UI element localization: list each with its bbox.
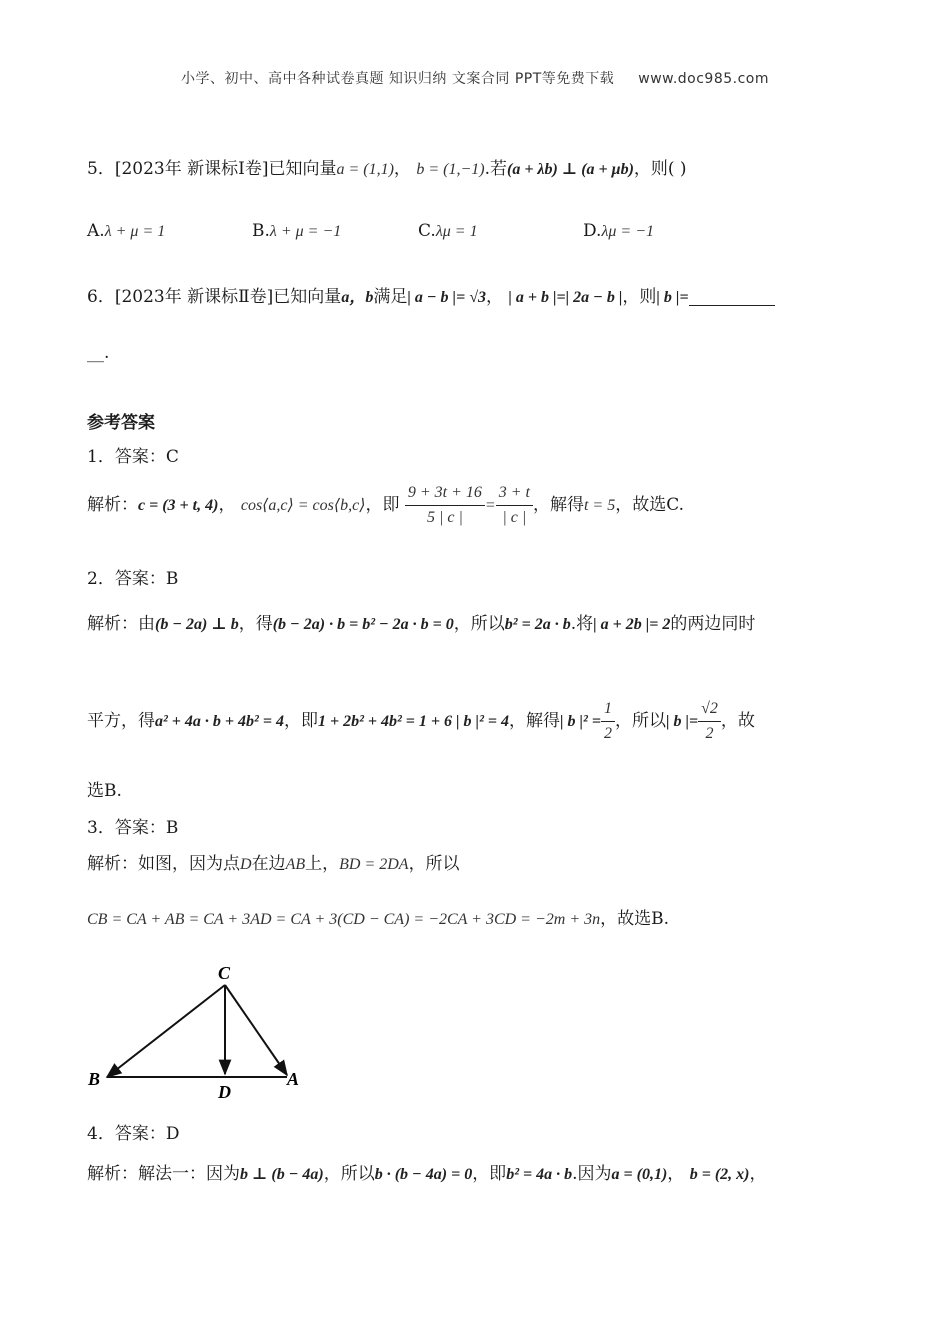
- sol1-fraction-right: [496, 481, 533, 530]
- option-expr: λ + μ = 1: [104, 223, 166, 240]
- answer-2: 2．答案：B: [87, 569, 179, 589]
- fraction-denominator: 2: [603, 725, 612, 742]
- fraction-numerator: √2: [698, 697, 721, 722]
- q5-condition: (a + λb) ⊥ (a + μb): [506, 161, 634, 178]
- sol4-ji: ，即: [472, 1164, 507, 1184]
- sol1-solve: ，解得: [532, 495, 584, 515]
- q6-prefix: 6．[2023年 新课标Ⅱ卷]已知向量: [87, 287, 342, 307]
- label-b: B: [88, 1069, 101, 1089]
- sol1-fraction-left: [405, 481, 485, 530]
- sol4-yinwei: .因为: [572, 1164, 612, 1184]
- sol2-expr-1: (b − 2a) ⊥ b: [155, 616, 239, 633]
- q5-option-a: [87, 218, 165, 245]
- sol2-ji: ，即: [283, 711, 318, 731]
- sol4-suoyi: ，所以: [323, 1164, 375, 1184]
- q6-mid: 满足: [373, 287, 408, 307]
- sol2-line1-tail: 的两边同时: [670, 614, 756, 634]
- sol2-suoyi-2: ，所以: [614, 711, 666, 731]
- sol1-expr-cos: cos⟨a,c⟩ = cos⟨b,c⟩: [240, 497, 366, 514]
- solution-3-line-1: [87, 851, 460, 878]
- sol2-solve: ，解得: [508, 711, 560, 731]
- sol1-sep: ，: [218, 495, 236, 515]
- sol3-suoyi: ，所以: [408, 854, 460, 874]
- q6-continuation: __.: [87, 343, 110, 363]
- q5-option-b: [252, 218, 341, 245]
- fraction-numerator: 3 + t: [496, 481, 533, 506]
- q6-expr-2: | a + b |=| 2a − b |: [508, 289, 623, 306]
- option-expr: λ + μ = −1: [269, 223, 342, 240]
- option-label: B.: [252, 221, 270, 241]
- sol1-equals: =: [484, 497, 496, 514]
- sol2-expr-3: b² = 2a · b: [504, 616, 571, 633]
- label-a: A: [287, 1069, 300, 1089]
- sol2-fraction-half: [601, 697, 615, 746]
- solution-2-line-3: 选B.: [87, 781, 122, 801]
- q5-tail: ，则( ): [633, 159, 687, 179]
- answers-heading: 参考答案: [87, 413, 155, 433]
- sol2-label: 解析：由: [87, 614, 155, 634]
- vector-cb-arrow: [107, 985, 225, 1077]
- question-5: [87, 156, 687, 183]
- option-expr: λμ = −1: [601, 223, 654, 240]
- sol4-label: 解析：解法一：因为: [87, 1164, 240, 1184]
- option-label: D.: [583, 221, 602, 241]
- option-label: C.: [418, 221, 436, 241]
- sol1-choose: ，故选C.: [615, 495, 685, 515]
- sol3-edge-ab: AB: [285, 856, 306, 873]
- sol4-expr-5: b = (2, x): [689, 1166, 750, 1183]
- sol3-expr-1: BD = 2DA: [339, 856, 409, 873]
- question-6: [87, 284, 775, 311]
- sol2-jiang: .将: [570, 614, 594, 634]
- sol4-expr-1: b ⊥ (b − 4a): [240, 1166, 324, 1183]
- header-site-link[interactable]: www.doc985.com: [638, 71, 770, 87]
- sol1-expr-c: c = (3 + t, 4): [138, 497, 219, 514]
- q5-option-d: [583, 218, 654, 245]
- sol4-expr-2: b · (b − 4a) = 0: [374, 1166, 473, 1183]
- q5-if: .若: [484, 159, 507, 179]
- solution-4-line-1: [87, 1161, 766, 1188]
- fraction-denominator: | c |: [502, 509, 527, 526]
- answer-3: 3．答案：B: [87, 818, 179, 838]
- triangle-figure: [80, 955, 320, 1105]
- q5-option-c: [418, 218, 478, 245]
- sol3-label: 解析：如图，因为点: [87, 854, 240, 874]
- sol4-expr-3: b² = 4a · b: [506, 1166, 573, 1183]
- q5-sep: ，: [393, 159, 411, 179]
- sol1-label: 解析：: [87, 495, 138, 515]
- label-c: C: [218, 963, 231, 983]
- solution-3-line-2: [87, 906, 669, 933]
- q6-expr-3: | b |=: [656, 289, 689, 306]
- q6-answer-blank[interactable]: [689, 287, 775, 306]
- sol1-expr-t: t = 5: [583, 497, 616, 514]
- vector-ca-arrow: [225, 985, 287, 1075]
- page-header: [0, 68, 950, 88]
- q5-vector-a: a = (1,1): [336, 161, 394, 178]
- q5-vector-b: b = (1,−1): [416, 161, 485, 178]
- q5-prefix: 5．[2023年 新课标Ⅰ卷]已知向量: [87, 159, 337, 179]
- sol1-ji: ，即: [365, 495, 400, 515]
- sol3-expr-2: CB = CA + AB = CA + 3AD = CA + 3(CD − CA) = −2CA + 3CD = −2m + 3n: [87, 911, 601, 928]
- q6-sep: ，: [485, 287, 503, 307]
- sol2-expr-8: | b |=: [665, 713, 699, 730]
- fraction-denominator: 2: [705, 725, 714, 742]
- fraction-numerator: 9 + 3t + 16: [405, 481, 485, 506]
- sol2-suoyi: ，所以: [453, 614, 505, 634]
- sol3-shang: 上，: [305, 854, 340, 874]
- q6-expr-1: | a − b |= √3: [407, 289, 486, 306]
- fraction-numerator: 1: [601, 697, 615, 722]
- sol2-fraction-sqrt: [698, 697, 721, 746]
- option-label: A.: [87, 221, 105, 241]
- q6-then: ，则: [622, 287, 657, 307]
- sol2-gu: ，故: [720, 711, 755, 731]
- answer-4: 4．答案：D: [87, 1124, 180, 1144]
- sol3-choose: ，故选B.: [600, 909, 670, 929]
- sol4-tail: ，: [749, 1164, 767, 1184]
- solution-2-line-2: [87, 697, 755, 746]
- sol2-expr-2: (b − 2a) · b = b² − 2a · b = 0: [272, 616, 454, 633]
- sol2-expr-4: | a + 2b |= 2: [593, 616, 671, 633]
- sol4-expr-4: a = (0,1): [611, 1166, 668, 1183]
- solution-2-line-1: [87, 611, 755, 638]
- header-text: 小学、初中、高中各种试卷真题 知识归纳 文案合同 PPT等免费下载: [180, 71, 615, 87]
- sol2-square: 平方，得: [87, 711, 155, 731]
- fraction-denominator: 5 | c |: [426, 509, 463, 526]
- sol2-expr-7: | b |² =: [559, 713, 601, 730]
- sol2-expr-6: 1 + 2b² + 4b² = 1 + 6 | b |² = 4: [317, 713, 509, 730]
- label-d: D: [218, 1082, 231, 1102]
- sol2-expr-5: a² + 4a · b + 4b² = 4: [155, 713, 284, 730]
- answer-1: 1．答案：C: [87, 447, 179, 467]
- option-expr: λμ = 1: [435, 223, 478, 240]
- solution-1: [87, 481, 684, 530]
- sol3-point-d: D: [240, 856, 252, 873]
- sol4-sep: ，: [667, 1164, 685, 1184]
- sol3-on: 在边: [251, 854, 286, 874]
- q6-vars: a，b: [341, 289, 374, 306]
- sol2-de: ，得: [238, 614, 273, 634]
